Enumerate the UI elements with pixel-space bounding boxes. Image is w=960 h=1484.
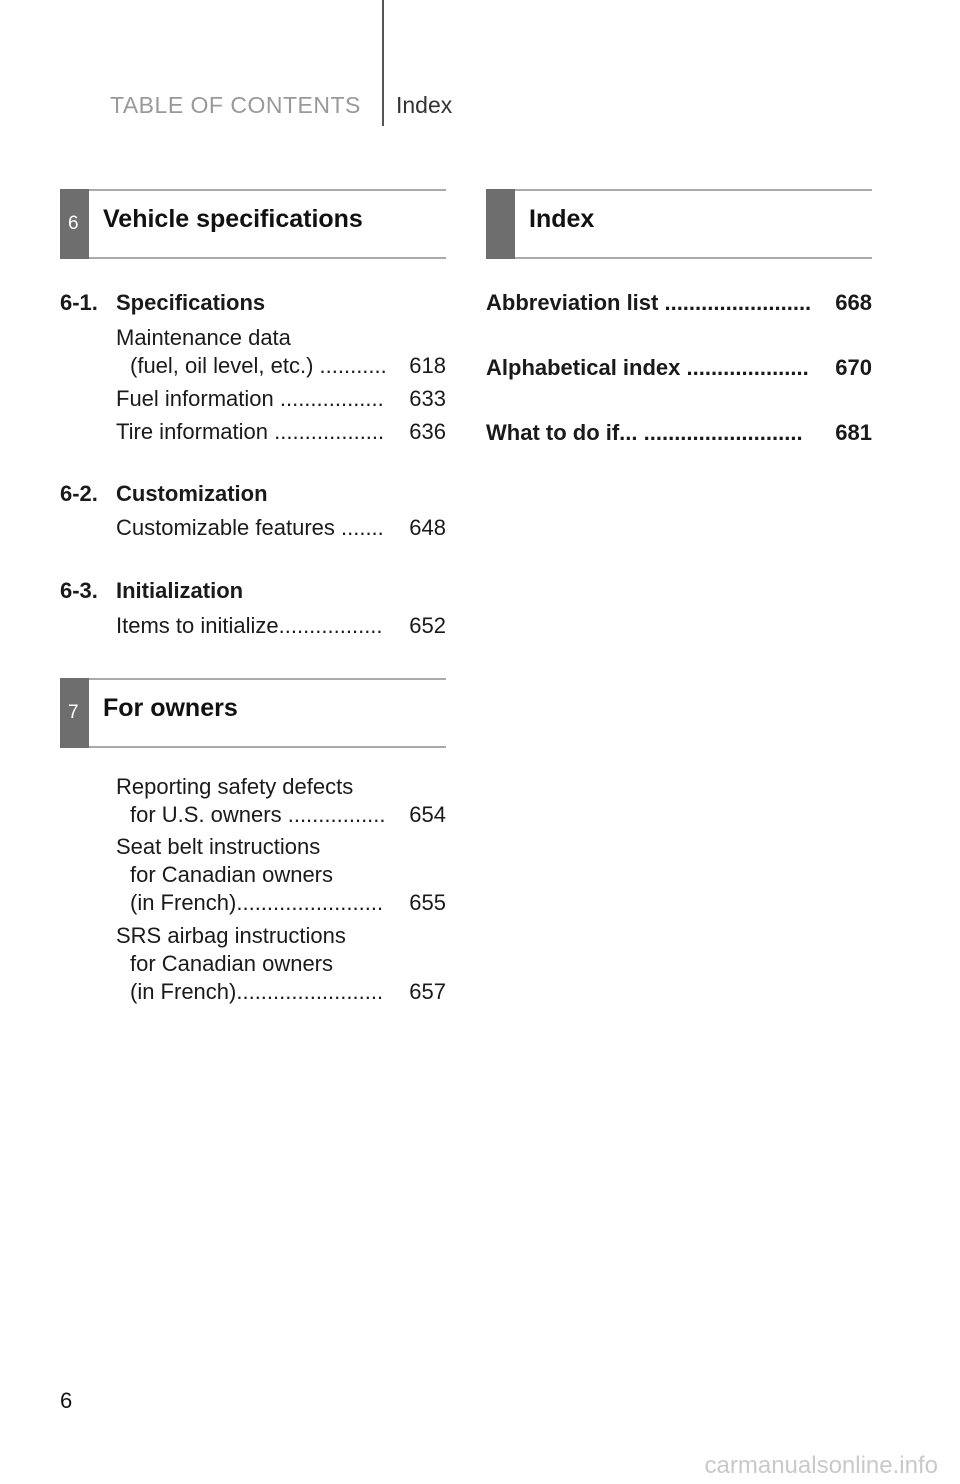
entry-text: SRS airbag instructions [116, 923, 346, 948]
entry-text: Maintenance data [116, 325, 291, 350]
subsection-title-customization: Customization [116, 481, 268, 506]
entry-text: Alphabetical index .................... [486, 355, 809, 380]
section-header-for-owners [60, 678, 446, 748]
entry-text: for Canadian owners [130, 951, 334, 976]
toc-entry-items-to-initialize[interactable] [116, 612, 446, 640]
entry-text: (fuel, oil level, etc.) ........... [130, 353, 387, 378]
entry-page-number: 657 [409, 979, 446, 1004]
toc-entry-reporting-safety-defects[interactable] [116, 773, 446, 831]
toc-entry-seat-belt-instructions[interactable] [116, 833, 446, 919]
subsection-number: 6-3. [60, 578, 98, 603]
toc-entry-what-to-do-if[interactable] [486, 419, 872, 447]
entry-page-number: 681 [835, 420, 872, 445]
entry-text: Abbreviation list ........................ [486, 290, 812, 315]
entry-page-number: 618 [409, 353, 446, 378]
entry-page-number: 652 [409, 613, 446, 638]
section-header-index [486, 189, 872, 259]
section-title: For owners [103, 694, 238, 722]
entry-text: Reporting safety defects [116, 774, 354, 799]
watermark: carmanualsonline.info [704, 1452, 938, 1479]
entry-text: Seat belt instructions [116, 834, 321, 859]
toc-entry-abbreviation-list[interactable] [486, 289, 872, 317]
page-number: 6 [60, 1388, 73, 1413]
entry-page-number: 633 [409, 386, 446, 411]
entry-text: (in French)........................ [130, 979, 384, 1004]
toc-entry-srs-airbag-instructions[interactable] [116, 922, 446, 1008]
toc-entry-customizable-features[interactable] [116, 514, 446, 542]
subsection-title-specifications: Specifications [116, 290, 266, 315]
entry-text: Tire information .................. [116, 419, 385, 444]
entry-text: for Canadian owners [130, 862, 334, 887]
subsection-number: 6-1. [60, 290, 98, 315]
entry-text: (in French)........................ [130, 890, 384, 915]
entry-text: What to do if... .......................... [486, 420, 803, 445]
section-tab-number: 6 [60, 189, 89, 259]
header-divider [382, 0, 384, 126]
section-title: Index [529, 205, 595, 233]
toc-entry-maintenance-data[interactable] [116, 324, 446, 382]
section-tab-number: 7 [60, 678, 89, 748]
entry-text: for U.S. owners ................ [130, 802, 386, 827]
entry-text: Fuel information ................. [116, 386, 384, 411]
entry-page-number: 670 [835, 355, 872, 380]
entry-page-number: 654 [409, 802, 446, 827]
section-header-vehicle-specifications [60, 189, 446, 259]
index-tab-link[interactable]: Index [396, 92, 453, 118]
entry-page-number: 668 [835, 290, 872, 315]
entry-page-number: 636 [409, 419, 446, 444]
subsection-number: 6-2. [60, 481, 98, 506]
entry-page-number: 655 [409, 890, 446, 915]
toc-entry-alphabetical-index[interactable] [486, 354, 872, 382]
entry-text: Items to initialize................. [116, 613, 383, 638]
subsection-title-initialization: Initialization [116, 578, 244, 603]
toc-entry-tire-information[interactable] [116, 418, 446, 446]
toc-entry-fuel-information[interactable] [116, 385, 446, 413]
section-title: Vehicle specifications [103, 205, 363, 233]
entry-page-number: 648 [409, 515, 446, 540]
toc-tab-link[interactable]: TABLE OF CONTENTS [110, 92, 361, 118]
section-tab-blank [486, 189, 515, 259]
entry-text: Customizable features ....... [116, 515, 384, 540]
